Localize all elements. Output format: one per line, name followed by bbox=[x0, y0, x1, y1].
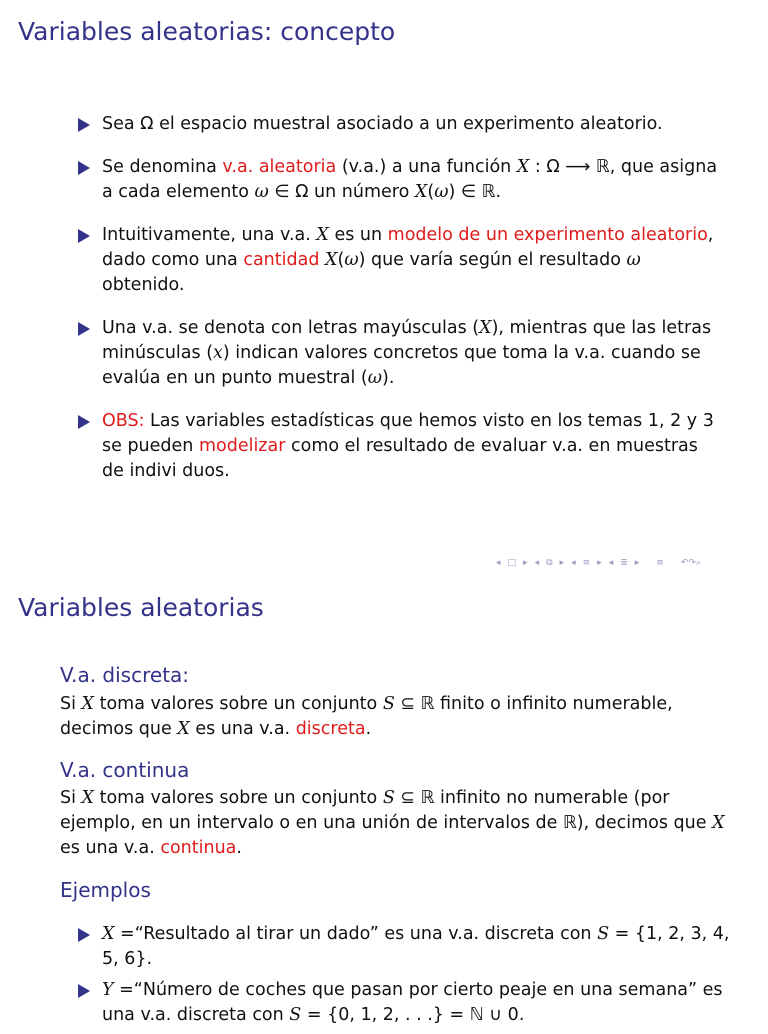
math-symbol: S bbox=[597, 924, 610, 944]
bullet-triangle-icon bbox=[78, 984, 90, 998]
emphasized-term: v.a. aleatoria bbox=[222, 157, 337, 177]
text-run: ( bbox=[337, 250, 345, 270]
slide-2 bbox=[0, 580, 768, 1024]
bullet-triangle-icon bbox=[78, 229, 90, 243]
text-run: . bbox=[365, 719, 372, 739]
math-symbol: X bbox=[712, 813, 725, 833]
text-run: = {0, 1, 2, . . .} = ℕ ∪ 0. bbox=[301, 1005, 525, 1025]
nav-subsec2-prev-icon[interactable]: ◂ bbox=[608, 558, 614, 568]
bullet-item bbox=[78, 112, 718, 137]
math-symbol: X bbox=[316, 225, 329, 245]
text-run: Si bbox=[60, 788, 82, 808]
text-run: ⊆ ℝ infinito no numerable (por ejemplo, en un intervalo o en una unión de intervalos de ℝ), decimos que bbox=[60, 788, 713, 833]
math-symbol: x bbox=[213, 343, 223, 363]
nav-section-next-icon[interactable]: ▸ bbox=[597, 558, 602, 568]
text-run: , dado como una bbox=[102, 225, 714, 270]
bullet-list bbox=[78, 112, 718, 502]
discreta-paragraph bbox=[60, 692, 740, 742]
nav-section-icon[interactable]: ≡ bbox=[582, 558, 591, 568]
example-item bbox=[78, 978, 738, 1028]
discreta-heading: V.a. discreta: bbox=[60, 663, 190, 687]
math-symbol: X bbox=[177, 719, 190, 739]
text-run: es una v.a. bbox=[189, 719, 296, 739]
emphasized-term: cantidad bbox=[243, 250, 320, 270]
text-run: Una v.a. se denota con letras mayúsculas ( bbox=[102, 318, 480, 338]
math-symbol: X bbox=[325, 250, 338, 270]
text-run: es un bbox=[328, 225, 388, 245]
math-symbol: ω bbox=[344, 250, 359, 270]
text-run: =“Resultado al tirar un dado” es una v.a. discreta con bbox=[114, 924, 598, 944]
text-run: Se denomina bbox=[102, 157, 223, 177]
nav-search-icon[interactable]: ↶↷⌕ bbox=[680, 558, 701, 568]
continua-paragraph bbox=[60, 786, 740, 861]
text-run: ∈ Ω un número bbox=[268, 182, 415, 202]
nav-subsection-icon[interactable]: ⧉ bbox=[546, 558, 553, 568]
nav-frame-prev-icon[interactable]: ◂ bbox=[496, 558, 501, 568]
nav-subsec2-next-icon[interactable]: ▸ bbox=[634, 558, 640, 568]
text-run: Sea Ω el espacio muestral asociado a un experimento aleatorio. bbox=[102, 114, 663, 134]
bullet-triangle-icon bbox=[78, 928, 90, 942]
emphasized-term: continua bbox=[160, 838, 237, 858]
bullet-item bbox=[78, 223, 718, 298]
nav-toc-icon[interactable]: ≡ bbox=[656, 558, 664, 568]
bullet-triangle-icon bbox=[78, 161, 90, 175]
examples-list bbox=[78, 922, 738, 1034]
text-run: ( bbox=[427, 182, 435, 202]
nav-subsec2-icon[interactable]: ≣ bbox=[620, 558, 628, 568]
math-symbol: S bbox=[382, 694, 395, 714]
nav-subsection-next-icon[interactable]: ▸ bbox=[559, 558, 565, 568]
text-run: ⊆ ℝ finito o infinito numerable, decimos que bbox=[60, 694, 673, 739]
bullet-triangle-icon bbox=[78, 118, 90, 132]
text-run: Las variables estadísticas que hemos visto en los temas 1, 2 y 3 se pueden bbox=[102, 411, 714, 456]
beamer-navigation-bar bbox=[496, 556, 762, 570]
text-run: obtenido. bbox=[102, 275, 185, 295]
math-symbol: ω bbox=[626, 250, 641, 270]
math-symbol: ω bbox=[367, 368, 383, 388]
emphasized-term: modelizar bbox=[198, 436, 286, 456]
text-run: . bbox=[236, 838, 242, 858]
text-run: es una v.a. bbox=[60, 838, 161, 858]
text-run: Si bbox=[60, 694, 82, 714]
text-run: ). bbox=[382, 368, 395, 388]
math-symbol: S bbox=[382, 788, 395, 808]
example-item bbox=[78, 922, 738, 972]
bullet-item bbox=[78, 155, 718, 205]
math-symbol: ω bbox=[254, 182, 269, 202]
text-run: ) que varía según el resultado bbox=[358, 250, 627, 270]
bullet-triangle-icon bbox=[78, 415, 90, 429]
math-symbol: X bbox=[102, 924, 115, 944]
ejemplos-heading: Ejemplos bbox=[60, 878, 151, 902]
math-symbol: S bbox=[289, 1005, 302, 1025]
continua-heading: V.a. continua bbox=[60, 758, 190, 782]
text-run: ), mientras que las letras minúsculas ( bbox=[102, 318, 712, 363]
text-run: = {1, 2, 3, 4, 5, 6}. bbox=[102, 924, 730, 969]
math-symbol: X bbox=[81, 788, 95, 808]
math-symbol: X bbox=[81, 694, 95, 714]
math-symbol: Y bbox=[102, 980, 114, 1000]
text-run: toma valores sobre un conjunto bbox=[94, 788, 383, 808]
slide-title: Variables aleatorias: concepto bbox=[18, 17, 396, 46]
bullet-item bbox=[78, 409, 718, 484]
text-run: ) indican valores concretos que toma la v.a. cuando se evalúa en un punto muestral ( bbox=[102, 343, 701, 388]
text-run: como el resultado de evaluar v.a. en muestras de indivi duos. bbox=[102, 436, 698, 481]
text-run: =“Número de coches que pasan por cierto peaje en una semana” es una v.a. discreta con bbox=[102, 980, 723, 1025]
math-symbol: X bbox=[516, 157, 530, 177]
text-run: (v.a.) a una función bbox=[336, 157, 517, 177]
emphasized-term: discreta bbox=[295, 719, 366, 739]
text-run: Intuitivamente, una v.a. bbox=[102, 225, 317, 245]
text-run: ) ∈ ℝ. bbox=[448, 182, 502, 202]
bullet-triangle-icon bbox=[78, 322, 90, 336]
nav-subsection-prev-icon[interactable]: ◂ bbox=[534, 558, 540, 568]
text-run: toma valores sobre un conjunto bbox=[94, 694, 383, 714]
emphasized-term: OBS: bbox=[102, 411, 145, 431]
text-run: : Ω ⟶ ℝ, que asigna a cada elemento bbox=[102, 157, 718, 202]
math-symbol: X bbox=[414, 182, 428, 202]
math-symbol: X bbox=[479, 318, 492, 338]
slide-title: Variables aleatorias bbox=[18, 593, 264, 622]
bullet-item bbox=[78, 316, 718, 391]
emphasized-term: modelo de un experimento aleatorio bbox=[387, 225, 708, 245]
nav-section-prev-icon[interactable]: ◂ bbox=[571, 558, 576, 568]
nav-frame-icon[interactable]: □ bbox=[507, 558, 517, 568]
math-symbol: ω bbox=[434, 182, 449, 202]
nav-frame-next-icon[interactable]: ▸ bbox=[523, 558, 528, 568]
